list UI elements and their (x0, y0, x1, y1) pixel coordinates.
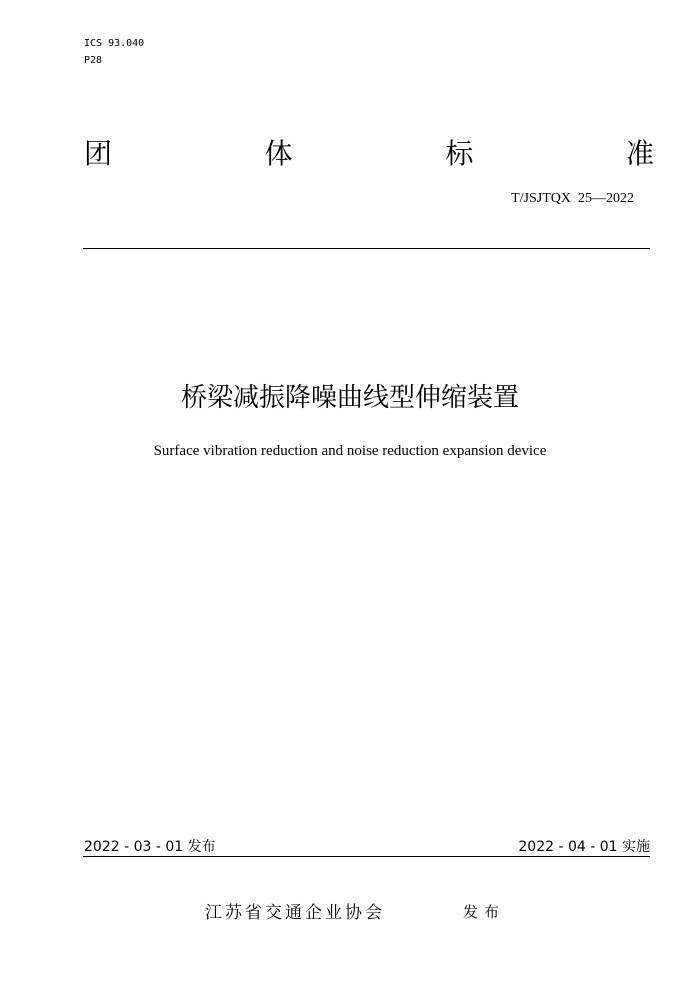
document-title-chinese: 桥梁减振降噪曲线型伸缩装置 (180, 383, 519, 413)
bottom-divider (83, 856, 650, 857)
implementation-date: 2022 - 04 - 01 实施 (518, 839, 650, 855)
issue-label: 发布 (463, 903, 506, 921)
issuing-organization: 江苏省交通企业协会 (205, 903, 385, 923)
standard-type-char: 标 (445, 137, 474, 170)
standard-type-char: 团 (84, 137, 113, 170)
ccs-code: P28 (84, 55, 103, 66)
standard-number: T/JSJTQX 25—2022 (511, 191, 634, 206)
standard-type-char: 准 (625, 137, 654, 170)
document-title-english: Surface vibration reduction and noise reduction expansion device (153, 443, 547, 459)
ics-code: ICS 93.040 (84, 38, 145, 49)
standard-type-char: 体 (264, 137, 293, 170)
publish-date: 2022 - 03 - 01 发布 (84, 839, 216, 855)
top-divider (83, 248, 650, 249)
standard-type-heading (84, 134, 654, 174)
